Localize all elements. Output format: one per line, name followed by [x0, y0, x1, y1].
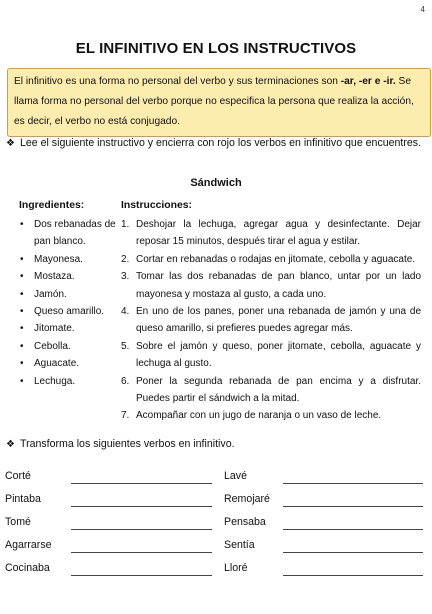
definition-endings: -ar, -er e -ir. — [340, 76, 396, 87]
verb-row — [0, 539, 432, 561]
ingredient-item: • Jitomate. — [19, 320, 119, 337]
answer-line-right[interactable] — [283, 552, 423, 553]
diamond-bullet-icon: ❖ — [6, 439, 15, 450]
verb-left: Cocinaba — [5, 562, 50, 574]
verb-row — [0, 470, 432, 492]
definition-box — [7, 68, 431, 137]
instructions-heading: Instrucciones: — [121, 200, 193, 211]
diamond-bullet-icon: ❖ — [6, 138, 15, 149]
definition-text-part2: Se llama forma no personal del verbo porque no especifica la persona que realiza la acción, es decir, el verbo no está conjugado. — [14, 76, 414, 127]
step-text: Acompañar con un jugo de naranja o un vaso de leche. — [136, 410, 382, 422]
instruction-step — [121, 251, 421, 268]
answer-line-left[interactable] — [71, 529, 212, 530]
ingredient-item: • Queso amarillo. — [19, 303, 119, 320]
instruction-2-text: Transforma los siguientes verbos en infinitivo. — [20, 438, 235, 450]
step-number: 6. — [121, 375, 130, 387]
answer-line-right[interactable] — [283, 529, 423, 530]
instruction-step — [121, 268, 421, 303]
ingredient-item: • Cebolla. — [19, 338, 119, 355]
ingredient-item: • Jamón. — [19, 286, 119, 303]
answer-line-left[interactable] — [71, 575, 212, 576]
ingredient-item: • Aguacate. — [19, 355, 119, 372]
verb-right: Remojaré — [224, 493, 270, 505]
step-number: 2. — [121, 253, 130, 265]
page-title: EL INFINITIVO EN LOS INSTRUCTIVOS — [75, 40, 357, 57]
answer-line-left[interactable] — [71, 552, 212, 553]
answer-line-right[interactable] — [283, 483, 423, 484]
verb-right: Lloré — [224, 562, 248, 574]
verb-row — [0, 562, 432, 584]
step-text: Tomar las dos rebanadas de pan blanco, untar por un lado mayonesa y mostaza al gusto, a cada uno. — [136, 271, 421, 300]
instruction-step — [121, 407, 421, 424]
answer-line-right[interactable] — [283, 506, 423, 507]
step-text: Cortar en rebanadas o rodajas en jitomate, cebolla y aguacate. — [136, 253, 416, 265]
instruction-2 — [6, 438, 426, 451]
verb-left: Tomé — [5, 516, 31, 528]
verb-left: Agarrarse — [5, 539, 52, 551]
verb-row — [0, 516, 432, 538]
step-text: Sobre el jamón y queso, poner jitomate, cebolla, aguacate y lechuga al gusto. — [136, 340, 421, 370]
step-text: En uno de los panes, poner una rebanada de jamón y una de queso amarillo, si prefieres puedes agregar más. — [136, 306, 421, 335]
answer-line-left[interactable] — [71, 506, 212, 507]
verb-right: Pensaba — [224, 516, 266, 528]
ingredient-item: • Mostaza. — [19, 268, 119, 285]
instruction-step — [121, 373, 421, 408]
answer-line-left[interactable] — [71, 483, 212, 484]
step-text: Poner la segunda rebanada de pan encima y a disfrutar. Puedes partir el sándwich a la mitad. — [136, 375, 421, 405]
instruction-step — [121, 303, 421, 338]
instruction-step — [121, 216, 421, 251]
verb-right: Sentía — [224, 539, 255, 551]
ingredient-item: • Dos rebanadas de pan blanco. — [19, 216, 119, 251]
instructions-list — [121, 216, 421, 425]
instruction-1-text: Lee el siguiente instructivo y encierra con rojo los verbos en infinitivo que encuentres. — [20, 137, 422, 149]
verb-left: Corté — [5, 470, 31, 482]
verb-row — [0, 493, 432, 515]
step-number: 3. — [121, 271, 130, 283]
page-number: 4 — [420, 5, 425, 14]
step-number: 4. — [121, 306, 130, 318]
instruction-step — [121, 338, 421, 373]
step-number: 7. — [121, 410, 130, 422]
recipe-title: Sándwich — [190, 177, 242, 189]
instruction-1 — [6, 137, 426, 150]
verb-left: Pintaba — [5, 493, 41, 505]
ingredient-item: • Mayonesa. — [19, 251, 119, 268]
step-number: 1. — [121, 219, 130, 230]
step-text: Deshojar la lechuga, agregar agua y desinfectante. Dejar reposar 15 minutos, después tirar el agua y estilar. — [136, 219, 421, 248]
ingredient-item: • Lechuga. — [19, 373, 119, 390]
step-number: 5. — [121, 340, 130, 352]
answer-line-right[interactable] — [283, 575, 423, 576]
definition-text-part1: El infinitivo es una forma no personal del verbo y sus terminaciones son — [14, 76, 341, 87]
ingredients-list — [19, 216, 119, 390]
verb-right: Lavé — [224, 470, 247, 482]
ingredients-heading: Ingredientes: — [19, 200, 85, 211]
